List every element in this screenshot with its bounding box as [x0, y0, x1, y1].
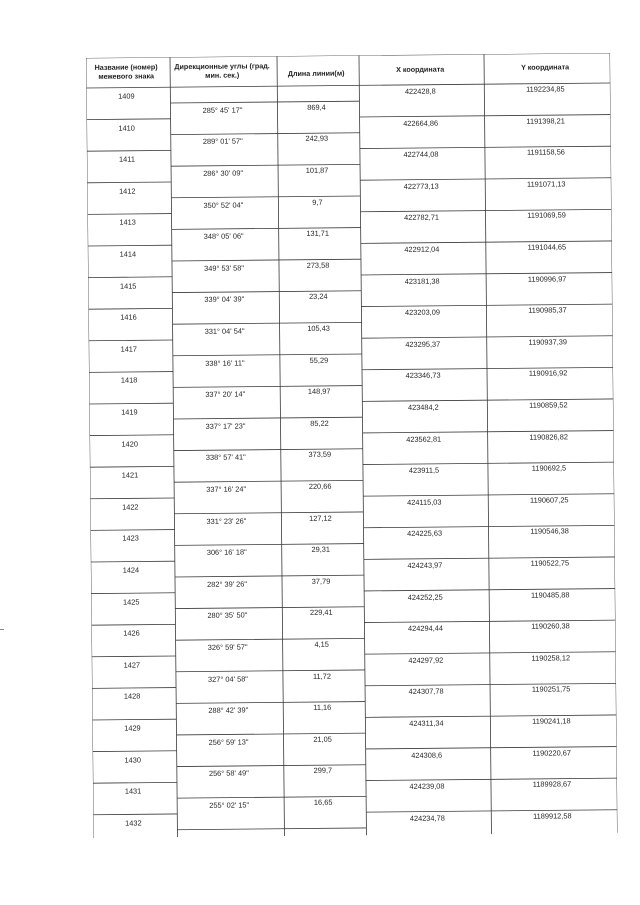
y-coordinate-value: 1190260,38	[531, 621, 570, 631]
mark-number: 1427	[123, 660, 141, 670]
directional-angle-value: 256° 58' 49"	[208, 768, 249, 779]
y-coordinate-value: 1190607,25	[529, 495, 569, 505]
grid-row-line	[88, 214, 172, 215]
directional-angle-value: 289° 01' 57"	[202, 136, 243, 147]
x-coordinate-value: 423346,73	[405, 371, 441, 381]
grid-row-line	[90, 466, 174, 467]
x-coordinate-value: 424252,25	[407, 592, 443, 602]
directional-angle-value: 349° 53' 58"	[204, 263, 245, 273]
line-length-value: 55,29	[309, 355, 329, 365]
x-coordinate-value: 422744,08	[403, 149, 439, 160]
header-mark-name: Название (номер) межевого знака	[94, 62, 158, 81]
directional-angle-value: 282° 39' 26"	[207, 579, 248, 589]
y-coordinate-value: 1190251,75	[531, 684, 571, 695]
line-length-value: 9,7	[312, 197, 323, 207]
y-coordinate-value: 1190241,18	[532, 716, 571, 726]
mark-number: 1418	[120, 375, 138, 386]
x-coordinate-value: 422664,86	[403, 118, 439, 128]
grid-row-line	[90, 435, 174, 436]
header-directional-angles: Дирекционные углы (град. мин. сек.)	[174, 61, 270, 80]
grid-top-line	[86, 53, 610, 58]
grid-row-line	[93, 782, 177, 783]
mark-number: 1432	[125, 818, 142, 828]
x-coordinate-value: 424243,97	[407, 560, 443, 570]
x-coordinate-value: 423203,09	[404, 307, 440, 318]
mark-number: 1415	[119, 281, 137, 291]
grid-row-line	[88, 308, 172, 309]
x-coordinate-value: 424239,08	[409, 781, 445, 792]
mark-number: 1409	[118, 91, 135, 101]
mark-number: 1423	[122, 533, 139, 544]
directional-angle-value: 255° 02' 15"	[209, 800, 250, 810]
grid-row-line	[91, 624, 175, 625]
x-coordinate-value: 423484,2	[407, 402, 439, 412]
grid-row-line	[93, 814, 177, 815]
boundary-coordinates-table	[86, 53, 617, 838]
mark-number: 1419	[121, 407, 138, 417]
directional-angle-value: 337° 20' 14"	[205, 389, 246, 400]
header-x-coordinate: X координата	[396, 64, 445, 75]
directional-angle-value: 256° 59' 13"	[208, 737, 249, 747]
grid-row-line	[177, 828, 366, 830]
y-coordinate-value: 1189912,58	[533, 811, 572, 821]
grid-row-line	[87, 119, 171, 120]
mark-number: 1430	[124, 755, 141, 765]
line-length-value: 11,16	[313, 702, 332, 713]
mark-number: 1417	[120, 344, 138, 354]
directional-angle-value: 337° 16' 24"	[206, 484, 247, 494]
x-coordinate-value: 423562,81	[406, 434, 442, 444]
directional-angle-value: 326° 59' 57"	[207, 642, 248, 652]
x-coordinate-value: 424234,78	[409, 813, 445, 823]
directional-angle-value: 327° 04' 58"	[207, 674, 248, 684]
mark-number: 1416	[120, 312, 137, 322]
mark-number: 1410	[118, 123, 135, 133]
y-coordinate-value: 1191044,65	[527, 242, 567, 252]
grid-row-line	[87, 150, 171, 151]
mark-number: 1424	[122, 565, 140, 575]
y-coordinate-value: 1191398,21	[526, 116, 565, 126]
grid-row-line	[88, 277, 172, 278]
x-coordinate-value: 424115,03	[407, 497, 442, 507]
y-coordinate-value: 1190258,12	[531, 653, 571, 663]
mark-number: 1421	[121, 470, 139, 480]
grid-row-line	[91, 530, 175, 531]
directional-angle-value: 331° 04' 54"	[204, 326, 245, 336]
line-length-value: 11,72	[312, 671, 331, 681]
x-coordinate-value: 424294,44	[407, 623, 444, 634]
line-length-value: 220,66	[308, 481, 332, 491]
y-coordinate-value: 1190826,82	[529, 431, 568, 442]
mark-number: 1412	[119, 186, 136, 196]
grid-row-line	[89, 403, 173, 404]
grid-row-line	[87, 182, 171, 183]
directional-angle-value: 331° 23' 26"	[206, 516, 247, 526]
y-coordinate-value: 1191158,56	[526, 147, 565, 157]
mark-number: 1426	[123, 628, 140, 638]
grid-row-line	[89, 340, 173, 341]
grid-row-line	[91, 561, 175, 562]
y-coordinate-value: 1192234,85	[526, 84, 565, 94]
mark-number: 1431	[124, 786, 142, 796]
mark-number: 1420	[121, 439, 138, 449]
grid-row-line	[90, 498, 174, 499]
directional-angle-value: 350° 52' 04"	[203, 200, 244, 210]
x-coordinate-value: 424225,63	[407, 528, 443, 539]
line-length-value: 29,31	[311, 544, 331, 555]
y-coordinate-value: 1190859,52	[529, 400, 568, 410]
grid-row-line	[93, 751, 177, 752]
directional-angle-value: 286° 30' 09"	[203, 168, 244, 178]
directional-angle-value: 285° 45' 17"	[202, 105, 243, 115]
y-coordinate-value: 1190546,38	[530, 526, 569, 537]
line-length-value: 37,79	[311, 576, 331, 586]
line-length-value: 373,59	[308, 450, 332, 460]
line-length-value: 85,22	[310, 418, 329, 428]
x-coordinate-value: 422773,13	[403, 181, 439, 191]
y-coordinate-value: 1190220,67	[532, 747, 571, 758]
y-coordinate-value: 1190937,39	[528, 337, 568, 347]
grid-row-line	[89, 372, 173, 373]
line-length-value: 273,58	[306, 260, 330, 270]
y-coordinate-value: 1190692,5	[531, 463, 567, 473]
mark-number: 1425	[122, 597, 140, 607]
y-coordinate-value: 1190485,88	[530, 589, 570, 600]
x-coordinate-value: 424307,78	[408, 686, 444, 697]
line-length-value: 23,24	[309, 292, 328, 302]
line-length-value: 105,43	[307, 323, 330, 333]
header-line-length: Длина линии(м)	[287, 68, 345, 79]
directional-angle-value: 348° 05' 06"	[203, 231, 244, 242]
y-coordinate-value: 1190916,92	[528, 368, 568, 379]
mark-number: 1429	[124, 723, 141, 733]
line-length-value: 148,97	[307, 386, 331, 397]
directional-angle-value: 337° 17' 23"	[205, 421, 246, 431]
grid-row-line	[92, 688, 176, 689]
directional-angle-value: 338° 57' 41"	[205, 452, 246, 463]
x-coordinate-value: 423295,37	[405, 339, 441, 349]
line-length-value: 131,71	[306, 228, 330, 239]
scan-edge-mark	[0, 629, 4, 630]
grid-row-line	[88, 245, 172, 246]
line-length-value: 16,65	[313, 797, 333, 807]
x-coordinate-value: 422428,8	[404, 86, 436, 96]
y-coordinate-value: 1191069,59	[527, 210, 566, 221]
directional-angle-value: 339° 04' 39"	[204, 294, 245, 305]
y-coordinate-value: 1190996,97	[527, 273, 567, 284]
line-length-value: 229,41	[309, 608, 333, 618]
y-coordinate-value: 1190522,75	[530, 558, 570, 568]
directional-angle-value: 306° 16' 18"	[206, 547, 247, 558]
x-coordinate-value: 424311,34	[409, 718, 444, 728]
line-length-value: 299,7	[313, 766, 333, 776]
line-length-value: 869,4	[307, 102, 326, 112]
x-coordinate-value: 422912,04	[404, 244, 440, 254]
x-coordinate-value: 424308,6	[411, 750, 443, 760]
line-length-value: 242,93	[305, 134, 329, 144]
mark-number: 1411	[118, 154, 135, 164]
y-coordinate-value: 1190985,37	[528, 305, 567, 315]
grid-row-line	[92, 656, 176, 657]
line-length-value: 127,12	[309, 513, 332, 523]
grid-row-line	[91, 593, 175, 594]
line-length-value: 21,05	[313, 734, 332, 744]
x-coordinate-value: 423181,38	[404, 276, 440, 286]
mark-number: 1413	[119, 217, 136, 228]
x-coordinate-value: 423911,5	[408, 465, 440, 476]
x-coordinate-value: 424297,92	[408, 655, 444, 665]
directional-angle-value: 338° 16' 11"	[205, 358, 245, 368]
mark-number: 1428	[123, 691, 141, 702]
mark-number: 1414	[119, 249, 137, 259]
grid-row-line	[92, 719, 176, 720]
y-coordinate-value: 1191071,13	[526, 179, 566, 189]
directional-angle-value: 288° 42' 39"	[208, 705, 249, 716]
header-y-coordinate: Y координата	[521, 62, 570, 72]
line-length-value: 101,87	[305, 165, 329, 175]
y-coordinate-value: 1189928,67	[532, 779, 572, 789]
mark-number: 1422	[122, 502, 139, 512]
line-length-value: 4,15	[314, 639, 329, 649]
directional-angle-value: 280° 35' 50"	[207, 610, 248, 621]
x-coordinate-value: 422782,71	[404, 213, 440, 223]
